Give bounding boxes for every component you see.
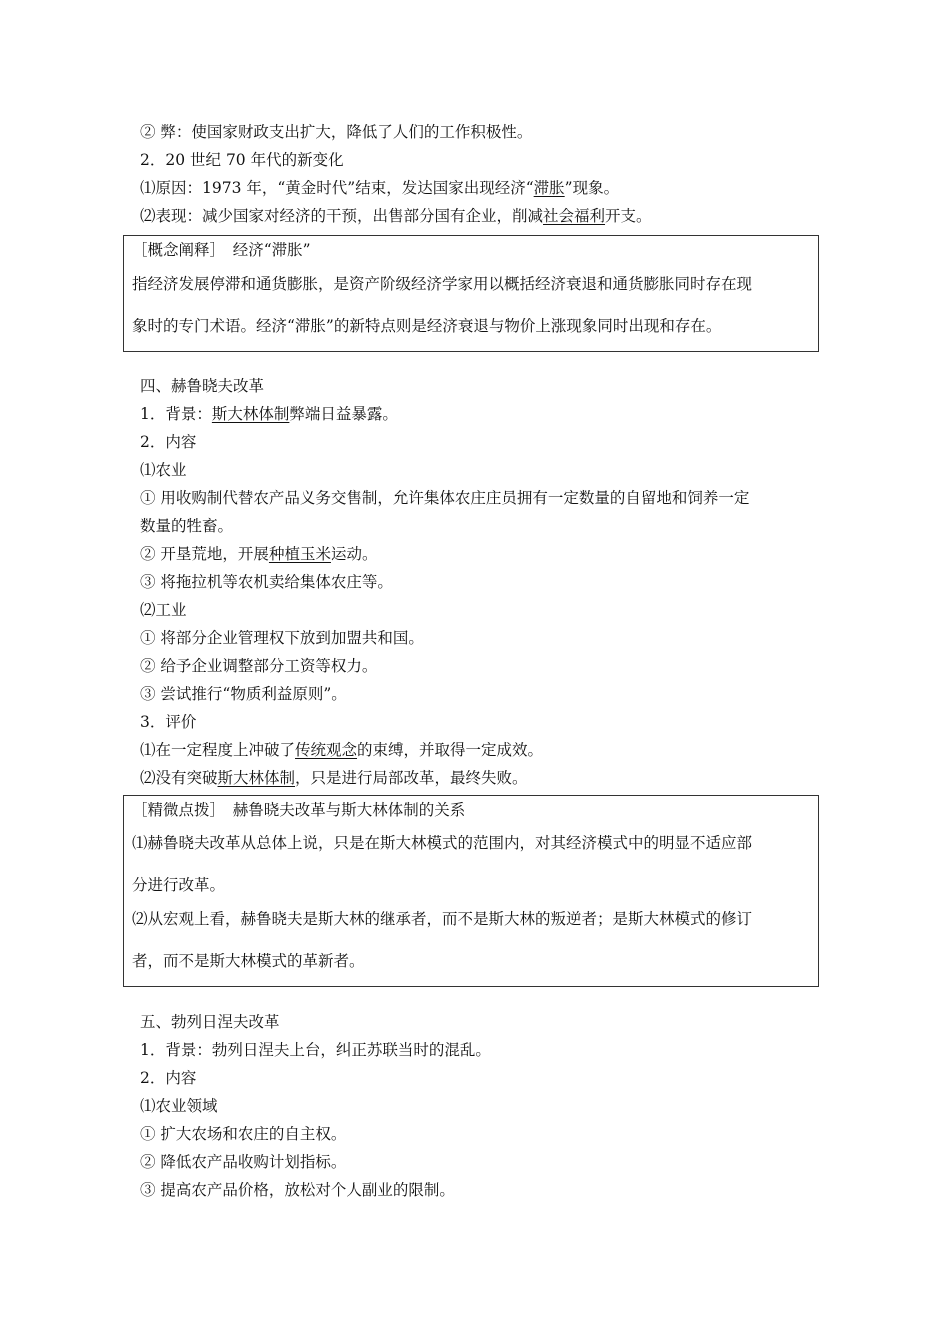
box-text-line: ⑵从宏观上看，赫鲁晓夫是斯大林的继承者，而不是斯大林的叛逆者；是斯大林模式的修订 — [132, 910, 753, 928]
box-text-line: 者，而不是斯大林模式的革新者。 — [132, 952, 365, 970]
underlined-keyword: 传统观念 — [295, 741, 358, 759]
text-line — [140, 205, 652, 227]
tips-box — [123, 795, 819, 987]
text-line — [140, 121, 532, 143]
text: 1．背景：勃列日涅夫上台，纠正苏联当时的混乱。 — [140, 1041, 491, 1059]
text-line — [140, 1039, 491, 1061]
box-text-line: 象时的专门术语。经济“滞胀”的新特点则是经济衰退与物价上涨现象同时出现和存在。 — [132, 317, 722, 335]
text: 2．内容 — [140, 1069, 197, 1087]
text: ② 弊：使国家财政支出扩大，降低了人们的工作积极性。 — [140, 123, 533, 141]
text-line — [140, 177, 619, 199]
text: 2．内容 — [140, 433, 197, 451]
text: ⑵工业 — [140, 601, 187, 619]
text: ③ 尝试推行“物质利益原则”。 — [140, 685, 347, 703]
subheading — [140, 711, 196, 733]
text: 四、赫鲁晓夫改革 — [140, 377, 265, 395]
box-text-line: ⑴赫鲁晓夫改革从总体上说，只是在斯大林模式的范围内，对其经济模式中的明显不适应部 — [132, 834, 753, 852]
text: ”现象。 — [564, 179, 620, 197]
box-text-line: 分进行改革。 — [132, 876, 226, 894]
text-line — [140, 767, 528, 789]
text: ⑴在一定程度上冲破了 — [140, 741, 296, 759]
text: ⑴农业领域 — [140, 1097, 218, 1115]
text: ⑴农业 — [140, 461, 187, 479]
text-line — [140, 627, 424, 649]
text: 数量的牲畜。 — [140, 517, 234, 535]
subheading — [140, 599, 187, 621]
underlined-keyword: 滞胀 — [533, 179, 565, 197]
subheading — [140, 149, 344, 171]
underlined-keyword: 种植玉米 — [268, 545, 331, 563]
subheading — [140, 459, 187, 481]
box-text-line: 指经济发展停滞和通货膨胀，是资产阶级经济学家用以概括经济衰退和通货膨胀同时存在现 — [132, 275, 753, 293]
box-title: ［精微点拨］ 赫鲁晓夫改革与斯大林体制的关系 — [132, 801, 466, 819]
text: 3．评价 — [140, 713, 197, 731]
section-heading — [140, 375, 264, 397]
text-line — [140, 1123, 346, 1145]
text: 的束缚，并取得一定成效。 — [357, 741, 544, 759]
underlined-keyword: 社会福利 — [543, 207, 606, 225]
text: ⑵没有突破 — [140, 769, 218, 787]
text: ⑴原因：1973 年，“黄金时代”结束，发达国家出现经济“ — [140, 179, 534, 197]
subheading — [140, 1095, 218, 1117]
text-line — [140, 1179, 455, 1201]
text-line — [140, 515, 233, 537]
text-line — [140, 739, 543, 761]
text: ③ 提高农产品价格，放松对个人副业的限制。 — [140, 1181, 455, 1199]
text: 开支。 — [605, 207, 652, 225]
subheading — [140, 431, 196, 453]
section-heading — [140, 1011, 280, 1033]
text: ① 将部分企业管理权下放到加盟共和国。 — [140, 629, 424, 647]
text: ，只是进行局部改革，最终失败。 — [295, 769, 528, 787]
text: ① 用收购制代替农产品义务交售制，允许集体农庄庄员拥有一定数量的自留地和饲养一定 — [140, 489, 750, 507]
box-title: ［概念阐释］ 经济“滞胀” — [132, 241, 311, 259]
concept-box — [123, 235, 819, 352]
underlined-keyword: 斯大林体制 — [217, 769, 296, 787]
text: ② 给予企业调整部分工资等权力。 — [140, 657, 378, 675]
text-line — [140, 571, 393, 593]
text: ② 降低农产品收购计划指标。 — [140, 1153, 347, 1171]
text-line — [140, 403, 398, 425]
text: 2．20 世纪 70 年代的新变化 — [140, 151, 344, 169]
subheading — [140, 1067, 196, 1089]
text-line — [140, 543, 377, 565]
text: ③ 将拖拉机等农机卖给集体农庄等。 — [140, 573, 393, 591]
text-line — [140, 487, 749, 509]
text-line — [140, 655, 377, 677]
text: 1．背景： — [140, 405, 212, 423]
text: 五、勃列日涅夫改革 — [140, 1013, 280, 1031]
text: ② 开垦荒地，开展 — [140, 545, 269, 563]
text: ① 扩大农场和农庄的自主权。 — [140, 1125, 347, 1143]
text: ⑵表现：减少国家对经济的干预，出售部分国有企业，削减 — [140, 207, 544, 225]
text: 运动。 — [330, 545, 378, 563]
underlined-keyword: 斯大林体制 — [211, 405, 290, 423]
text-line — [140, 1151, 346, 1173]
text-line — [140, 683, 347, 705]
text: 弊端日益暴露。 — [289, 405, 398, 423]
